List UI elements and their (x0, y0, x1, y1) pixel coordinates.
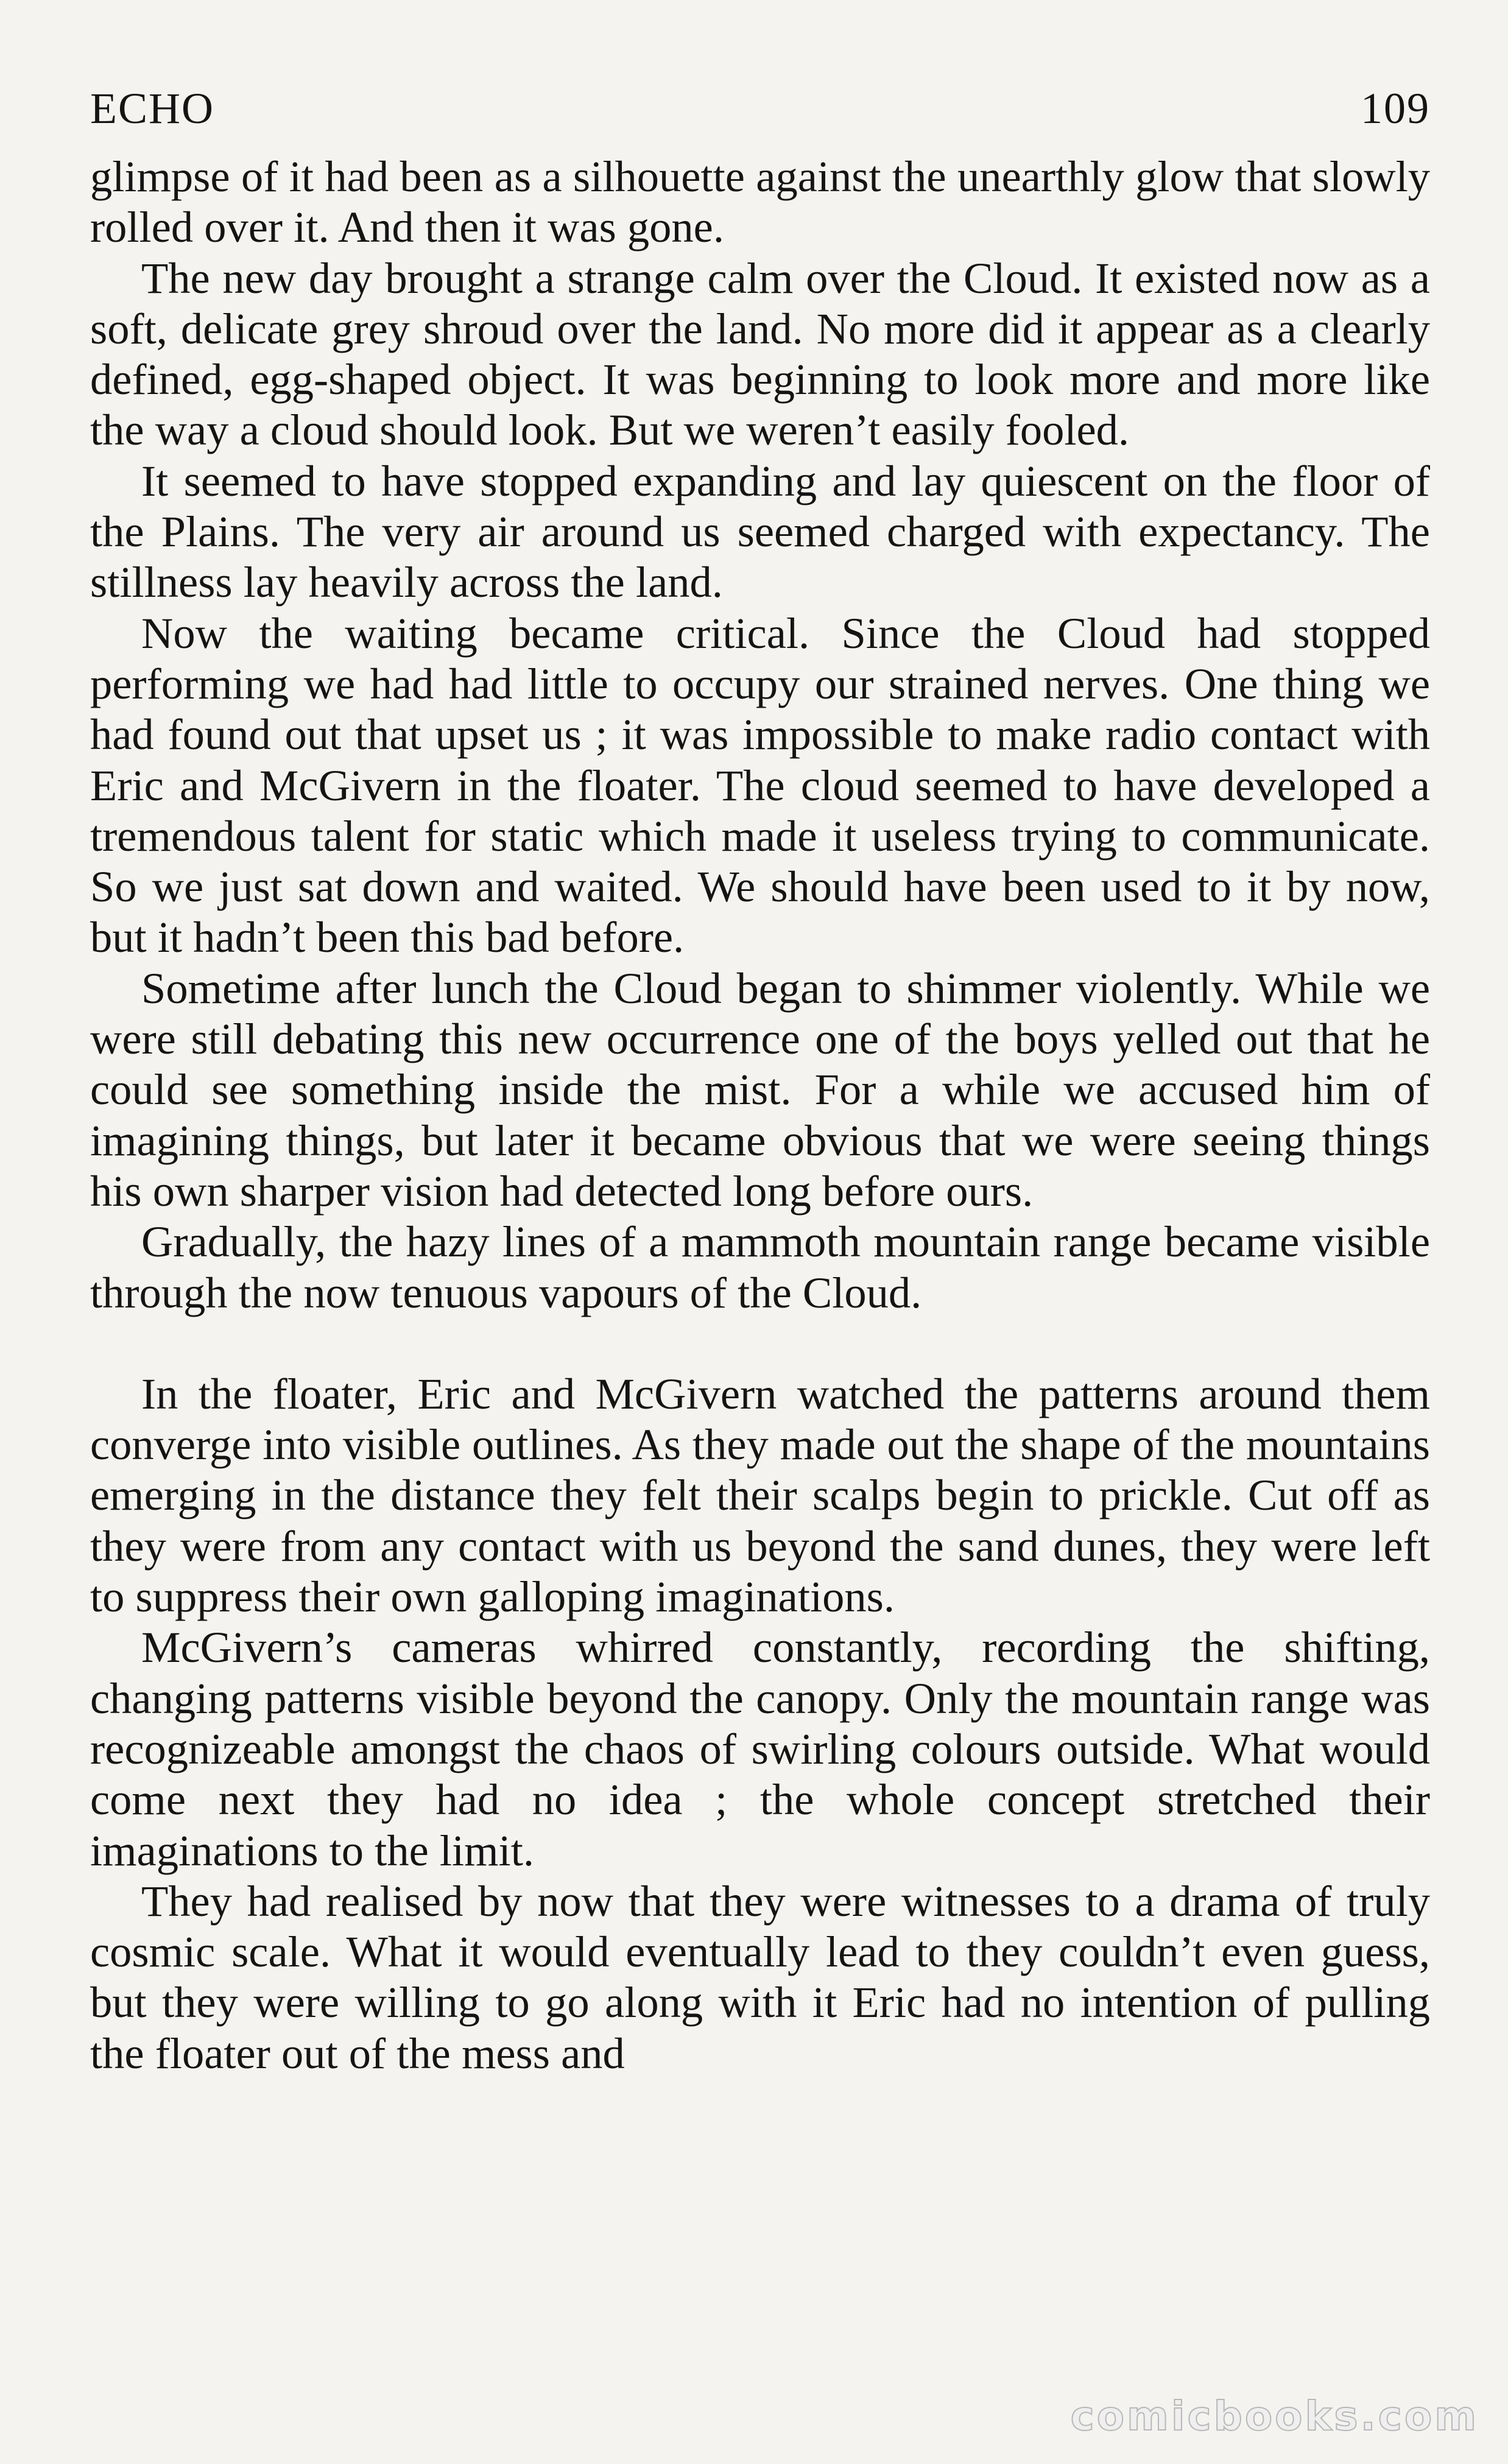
watermark: comicbooks.com (1070, 2393, 1479, 2440)
paragraph: Now the waiting became critical. Since the Cloud had stopped performing we had had little to occupy our strained nerves. One thing we had found out that upset us ; it was impossible to make radio contact with Eric and McGivern in the floater. The cloud seemed to have developed a tremendous talent for static which made it useless trying to communicate. So we just sat down and waited. We should have been used to it by now, but it hadn’t been this bad before. (90, 608, 1430, 962)
running-head (90, 78, 1430, 151)
paragraph: They had realised by now that they were witnesses to a drama of truly cosmic scale. What it would eventually lead to they couldn’t even guess, but they were willing to go along with it Eric had no intention of pulling the floater out of the mess and (90, 1876, 1430, 2078)
section-break (90, 1318, 1430, 1368)
running-head-title: ECHO (90, 84, 214, 133)
body-text (90, 151, 1430, 2079)
page-number: 109 (1361, 84, 1430, 133)
book-page (90, 78, 1430, 2079)
paragraph: In the floater, Eric and McGivern watched the patterns around them converge into visible outlines. As they made out the shape of the mountains emerging in the distance they felt their scalps begin to prickle. Cut off as they were from any contact with us beyond the sand dunes, they were left to suppress their own galloping imaginations. (90, 1368, 1430, 1622)
paragraph: It seemed to have stopped expanding and lay quiescent on the floor of the Plains. The very air around us seemed charged with expectancy. The stillness lay heavily across the land. (90, 456, 1430, 607)
paragraph: Gradually, the hazy lines of a mammoth mountain range became visible through the now tenuous vapours of the Cloud. (90, 1217, 1430, 1317)
paragraph: The new day brought a strange calm over the Cloud. It existed now as a soft, delicate grey shroud over the land. No more did it appear as a clearly defined, egg-shaped object. It was beginning to look more and more like the way a cloud should look. But we weren’t easily fooled. (90, 253, 1430, 455)
paragraph-continued: glimpse of it had been as a silhouette against the unearthly glow that slowly rolled over it. And then it was gone. (90, 152, 1430, 252)
paragraph: McGivern’s cameras whirred constantly, recording the shifting, changing patterns visible beyond the canopy. Only the mountain range was recognizeable amongst the chaos of swirling colours outside. What would come next they had no idea ; the whole concept stretched their imaginations to the limit. (90, 1622, 1430, 1875)
paragraph: Sometime after lunch the Cloud began to shimmer violently. While we were still debating this new occurrence one of the boys yelled out that he could see something inside the mist. For a while we accused him of imagining things, but later it became obvious that we were seeing things his own sharper vision had detected long before ours. (90, 963, 1430, 1216)
